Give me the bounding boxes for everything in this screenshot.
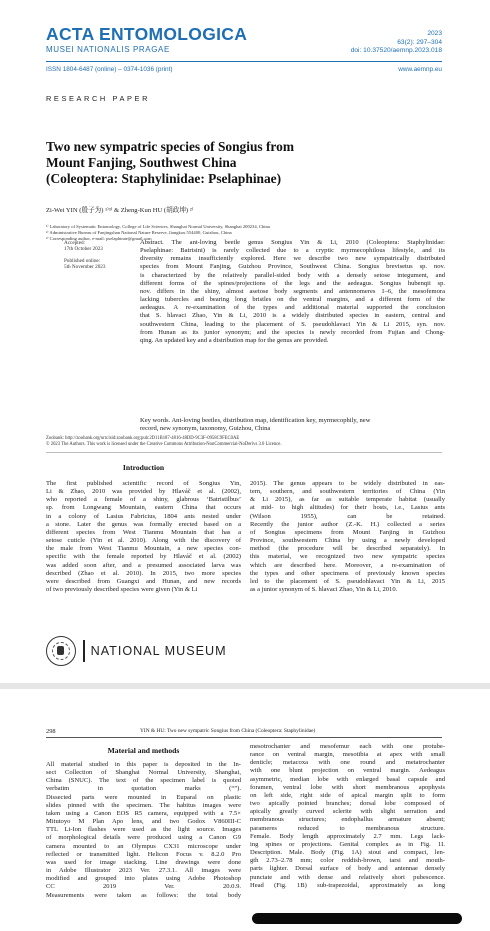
article-dates <box>64 240 106 276</box>
text-line: camera mounted to an Olympus CX31 microscope under <box>46 842 241 850</box>
published-label: Published online: <box>64 257 101 264</box>
text-line: different species from West Tianmu Mountain that has a <box>46 528 241 536</box>
text-line: apically greatly curved sclerite with slight serration and <box>250 808 445 816</box>
text-line: reflected or transmitted light. Helicon Focus v. 8.2.0 Pro <box>46 850 241 858</box>
corresponding-author: ³⁾ Corresponding author, e-mail: pselaphinae@gmail.com <box>46 236 152 242</box>
journal-subtitle: MUSEI NATIONALIS PRAGAE <box>46 45 170 54</box>
text-line: Recently the junior author (Z.-K. H.) collected a series <box>250 520 445 528</box>
text-line: parameres reduced to membranous structure. <box>250 824 445 832</box>
text-line: at mid- to high altitudes) for their hosts, i.e., Lasius ants <box>250 504 445 512</box>
description-right-column <box>250 743 445 890</box>
methods-left-column <box>46 761 241 900</box>
text-line: membranous structures; endophallus armature absent; <box>250 816 445 824</box>
text-line: verbatim in quotation marks (“”). <box>46 785 241 793</box>
text-line: The first published scientific record of Songius Yin, <box>46 480 241 487</box>
abstract <box>140 239 445 345</box>
text-line: aedeagus. A re-examination of the types and additional material supported the conclusion <box>140 304 445 312</box>
header-divider <box>46 61 442 62</box>
museum-seal-icon <box>46 636 76 666</box>
text-line: asymmetric, median lobe with enlarged basal capsule and <box>250 775 445 783</box>
text-line: which are described here. Moreover, a re-examination of <box>250 561 445 569</box>
zoobank-link[interactable]: Zoobank: http://zoobank.org/urn:lsid:zoobank.org:pub:2D11B187-4816-48DD-9C3F-0958C9FEC0AE <box>46 436 240 441</box>
text-line: All material studied in this paper is deposited in the In- <box>46 761 241 768</box>
text-line: TTL Li-Ion flashes were used as the light source. Images <box>46 826 241 834</box>
text-line: foramen, ventral lobe with short membranous apophysis <box>250 783 445 791</box>
text-line: Description. Male. Body (Fig. 1A) stout and compact, len- <box>250 849 445 857</box>
text-line: slides pinned with the specimen. The habitus images were <box>46 801 241 809</box>
text-line: lacking tubercles and bearing long bristles on the ventral margins, and a different form of the <box>140 296 445 304</box>
published-date: 5th November 2023 <box>64 264 106 271</box>
text-line: gth 2.73–2.78 mm; color reddish-brown, tarsi and mouth- <box>250 857 445 865</box>
text-line: that S. hlavaci Zhao, Yin & Li, 2010 is a widely distributed species in eastern, central and <box>140 312 445 320</box>
text-line: Abstract. The ant-loving beetle genus Songius Yin & Li, 2010 (Coleoptera: Staphylinidae: <box>140 239 445 246</box>
text-line: nov. differs in the shiny, almost asetose body segments and antennomeres 1–6, the mesofemora <box>140 287 445 295</box>
text-line: Dissected parts were mounted in Euparal on plastic <box>46 793 241 801</box>
text-line: of Songius specimens from Mount Fanjing in Guizhou <box>250 528 445 536</box>
authors: Zi-Wei YIN (殷子为) ¹⁾³⁾ & Zheng-Kun HU (胡政坤) ²⁾ <box>46 207 194 214</box>
logo-divider <box>83 640 85 662</box>
text-line: this material, we recognized two new sympatric species <box>250 553 445 561</box>
text-line: with one blunt projection on ventral margin. Aedeagus <box>250 767 445 775</box>
text-line: Mitutoyo M Plan Apo lens, and two Godox V860III-C <box>46 818 241 826</box>
text-line: China (SNUC). The text of the specimen label is quoted <box>46 777 241 785</box>
text-line: setose cuticle (Yin et al. 2010). Along with the discovery of <box>46 537 241 545</box>
article-type: RESEARCH PAPER <box>46 94 151 103</box>
article-second-page <box>0 689 490 931</box>
text-line: modified and grouped into plates using Adobe Photoshop <box>46 875 241 883</box>
text-line: specific with the female reported by Hlaváč et al. (2002) <box>46 553 241 561</box>
running-head-divider <box>46 737 442 738</box>
title-line: Mount Fanjing, Southwest China <box>46 155 237 170</box>
volume-pages: 63(2): 297–304 <box>397 38 442 46</box>
text-line: of morphological details were produced using a Canon G9 <box>46 834 241 842</box>
text-line: who reported a female of a shiny, glabrous ‘Batristilbus’ <box>46 496 241 504</box>
affiliation: ¹⁾ Laboratory of Systematic Entomology, College of Life Sciences, Shanghai Normal University, Shanghai 200234, China <box>46 224 270 229</box>
text-line: parts lighter. Dorsal surface of body and antennae densely <box>250 865 445 873</box>
title-line: Two new sympatric species of Songius from <box>46 139 294 154</box>
text-line: (Wilson 1955), can be retained. <box>250 512 445 520</box>
license-text: © 2023 The Authors. This work is licensed under the Creative Commons Attribution-NonCommercial-NoDerivs 3.0 Licence. <box>46 442 282 448</box>
text-line: were described from Guangxi and Hunan, and new records <box>46 577 241 585</box>
page-number: 298 <box>46 728 56 735</box>
museum-name: NATIONAL MUSEUM <box>90 644 227 658</box>
text-line: led to the placement of S. pseudohlavaci Yin & Li, 2015 <box>250 577 445 585</box>
text-line: denticle; metacoxa with one round and metatrochanter <box>250 759 445 767</box>
text-line: Key words. Ant-loving beetles, distribution map, identification key, myrmecophily, new <box>140 417 371 424</box>
year: 2023 <box>427 30 442 37</box>
text-line: described (Zhao et al. 2010). In 2015, two more species <box>46 569 241 577</box>
text-line: was added soon after, and a presumed associated larva was <box>46 561 241 569</box>
methods-heading: Material and methods <box>107 746 180 755</box>
introduction-left-column <box>46 480 241 594</box>
text-line: & Li 2015), as far as suitable temperate habitat (usually <box>250 496 445 504</box>
text-line: diversity remains insufficiently explored. Here we describe two new sympatrically distributed <box>140 255 445 263</box>
museum-logo <box>46 636 227 666</box>
title-line: (Coleoptera: Staphylinidae: Pselaphinae) <box>46 171 282 186</box>
text-line: ing spines or projections. Genital complex as in Fig. 1I. <box>250 840 445 848</box>
text-line: Pselaphinae: Batrisini) is rarely collected due to a cryptic myrmecophilous lifestyle, and its <box>140 247 445 255</box>
text-line: Measurements were taken as follows: the total body <box>46 891 241 899</box>
running-head: YIN & HU: Two new sympatric Songius from China (Coleoptera: Staphylinidae) <box>140 728 316 734</box>
article-title <box>46 139 376 187</box>
text-line: Province, southwestern China by using a newly developed <box>250 537 445 545</box>
introduction-right-column <box>250 480 445 594</box>
journal-title: ACTA ENTOMOLOGICA <box>46 24 248 44</box>
text-line: sp. from Longwang Mountain, eastern China that occurs <box>46 504 241 512</box>
affiliation: ²⁾ Administrative Bureau of Fanjingshan National Nature Reserve, Jiangkou 554400, Guizhou, China <box>46 230 232 236</box>
text-line: on left side, right side of apical margin split to form <box>250 791 445 799</box>
text-line: the types and other specimens of previously known species <box>250 569 445 577</box>
text-line: sect Collection of Shanghai Normal University, Shanghai, <box>46 769 241 777</box>
text-line: as a junior synonym of S. hlavaci Zhao, Yin & Li, 2010. <box>250 586 398 594</box>
text-line: qing. An updated key and a distribution map for the genus are provided. <box>140 336 329 344</box>
website-link[interactable]: www.aemnp.eu <box>398 66 442 73</box>
scroll-overlay-bar[interactable] <box>252 913 462 924</box>
text-line: a stone. Later the genus was formally erected based on a <box>46 520 241 528</box>
accepted-date: 17th October 2023 <box>64 246 103 253</box>
introduction-heading: Introduction <box>122 463 165 472</box>
keywords <box>140 417 445 433</box>
text-line: mesotrochanter and mesofemur each with one protube- <box>250 743 445 750</box>
text-line: the male from West Tianmu Mountain, a new species con- <box>46 545 241 553</box>
text-line: Head (Fig. 1B) sub-trapezoidal, approximately as long <box>250 881 445 889</box>
text-line: was used for image stacking. Line drawings were done <box>46 858 241 866</box>
text-line: in Adobe Illustrator 2023 Ver. 27.3.1. All images were <box>46 867 241 875</box>
text-line: tern, southern, and southwestern territories of China (Yin <box>250 488 445 496</box>
text-line: is characterized by the relatively parallel-sided body with a densely setose integument, and <box>140 271 445 279</box>
text-line: punctate and with dense and relatively short pubescence. <box>250 873 445 881</box>
text-line: CC 2019 Ver. 20.0.9. <box>46 883 241 891</box>
section-divider <box>46 452 442 453</box>
text-line: rance on ventral margin, mesotibia at apex with small <box>250 751 445 759</box>
text-line: Li & Zhao, 2010 was provided by Hlaváč et al. (2002), <box>46 488 241 496</box>
text-line: method (the procedure will be described separately). In <box>250 545 445 553</box>
text-line: 2015). The genus appears to be widely distributed in eas- <box>250 480 445 487</box>
text-line: Female. Body length approximately 2.7 mm. Legs lack- <box>250 832 445 840</box>
text-line: record, new synonym, taxonomy, Guizhou, China <box>140 425 271 433</box>
text-line: in a colony of Lasius Fabricius, 1804 ants nested under <box>46 512 241 520</box>
text-line: taken using a Canon EOS R5 camera, equipped with a 7.5× <box>46 809 241 817</box>
text-line: of two previously described species were given (Yin & Li <box>46 586 198 594</box>
zoobank-and-license <box>46 436 282 448</box>
doi-link[interactable]: doi: 10.37520/aemnp.2023.018 <box>350 47 442 55</box>
issn: ISSN 1804-6487 (online) – 0374-1036 (print) <box>46 66 173 73</box>
text-line: different forms of the spines/projections of the legs and the aedeagus. Songius hubenqii sp. <box>140 279 445 287</box>
text-line: two apically pointed branches; dorsal lobe composed of <box>250 800 445 808</box>
text-line: southwestern China, leading to the placement of S. pseudohlavaci Yin & Li 2015, syn. nov. <box>140 320 445 328</box>
text-line: from Hunan as its junior synonym; and the species is newly recorded from Fujian and Chong- <box>140 328 445 336</box>
citation-block <box>351 30 442 56</box>
accepted-label: Accepted: <box>64 240 86 246</box>
text-line: species from Mount Fanjing, Guizhou Province, Southwest China. Songius brevisetus sp. nov. <box>140 263 445 271</box>
